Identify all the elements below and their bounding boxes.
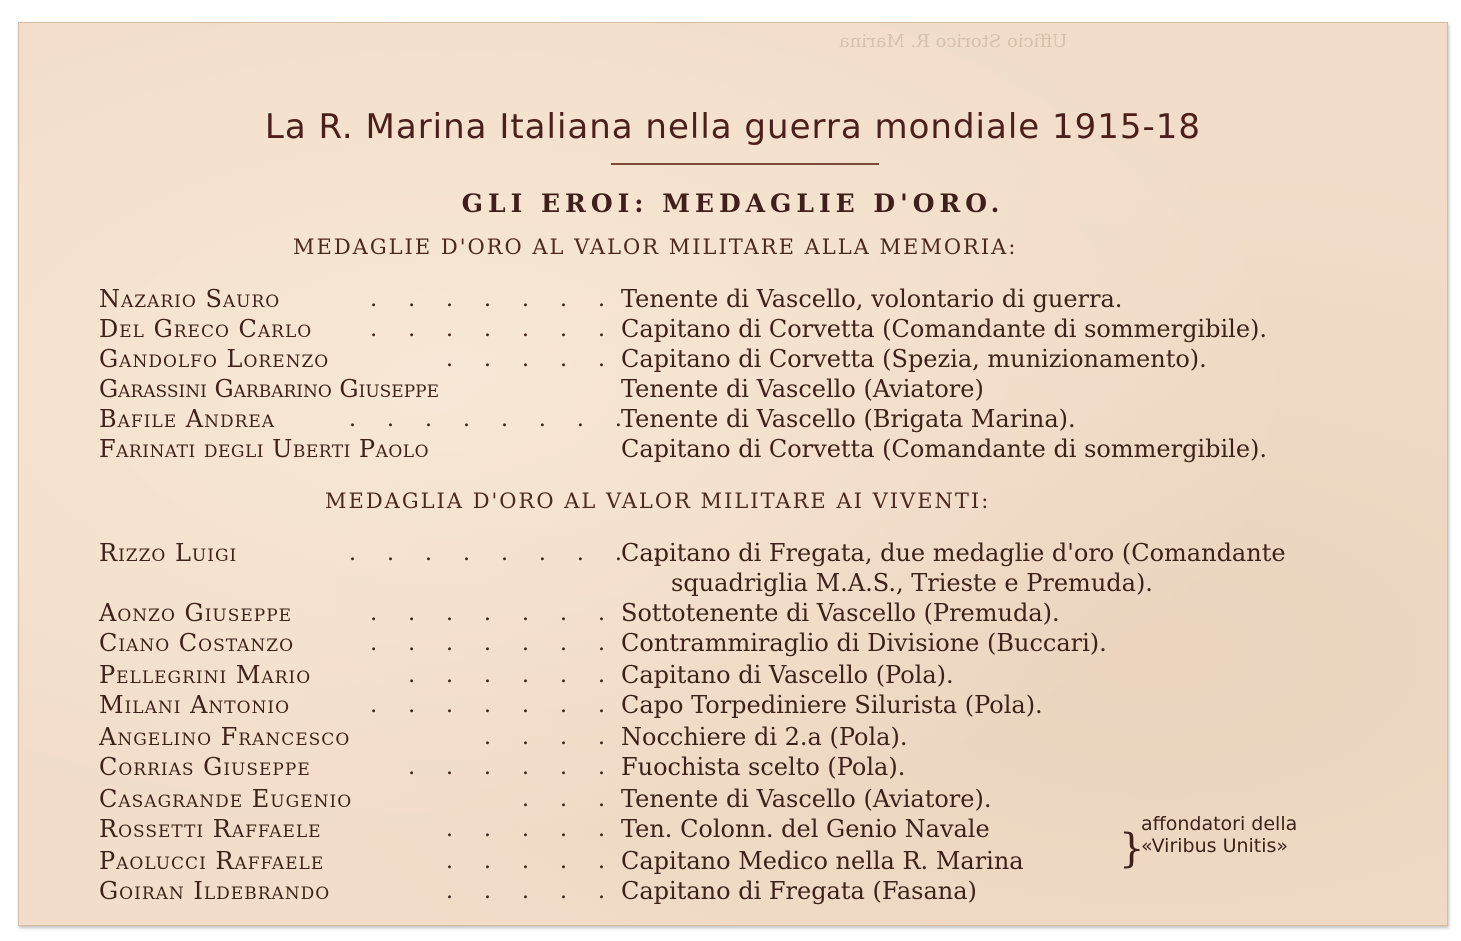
- hero-name: Ciano Costanzo: [99, 629, 295, 657]
- list-item: [99, 375, 1429, 405]
- list-item: [99, 285, 1429, 315]
- leader-dots: . . . . .: [446, 849, 617, 874]
- leader-dots: . . . . .: [446, 817, 617, 842]
- hero-rank: Tenente di Vascello (Brigata Marina).: [621, 405, 1076, 433]
- leader-dots: . . . . . . . .: [349, 407, 634, 432]
- list-item: [99, 345, 1429, 375]
- hero-rank: Tenente di Vascello, volontario di guerra.: [621, 285, 1123, 313]
- leader-dots: . . . . . . .: [370, 317, 617, 342]
- hero-name: Nazario Sauro: [99, 285, 281, 313]
- bleed-through-text: Ufficio Storico R. Marina: [839, 31, 1068, 52]
- hero-name: Rossetti Raffaele: [99, 815, 322, 843]
- hero-rank-continued: squadriglia M.A.S., Trieste e Premuda).: [671, 569, 1153, 597]
- list-item: [99, 691, 1429, 721]
- hero-rank: Capitano di Corvetta (Spezia, munizionamento).: [621, 345, 1207, 373]
- hero-name: Goiran Ildebrando: [99, 877, 331, 905]
- leader-dots: . . . . . .: [408, 663, 617, 688]
- hero-name: Casagrande Eugenio: [99, 785, 353, 813]
- list-item: [99, 435, 1429, 465]
- leader-dots: . . . . . . .: [370, 631, 617, 656]
- list-item: [99, 629, 1429, 659]
- hero-rank: Capitano di Fregata, due medaglie d'oro (Comandante: [621, 539, 1286, 567]
- brace-note-line1: affondatori della: [1141, 813, 1298, 835]
- hero-name: Farinati degli Uberti Paolo: [99, 435, 430, 463]
- hero-rank: Ten. Colonn. del Genio Navale: [621, 815, 990, 843]
- list-item: [99, 785, 1429, 815]
- leader-dots: . . . . . .: [408, 755, 617, 780]
- hero-rank: Capitano di Corvetta (Comandante di sommergibile).: [621, 435, 1268, 463]
- hero-rank: Tenente di Vascello (Aviatore): [621, 375, 984, 403]
- hero-name: Del Greco Carlo: [99, 315, 313, 343]
- leader-dots: . . . . . . .: [370, 693, 617, 718]
- section-heading: GLI EROI: MEDAGLIE D'ORO.: [461, 189, 1005, 218]
- memoria-subheading: MEDAGLIE D'ORO AL VALOR MILITARE ALLA MEMORIA:: [293, 235, 1018, 259]
- hero-name: Gandolfo Lorenzo: [99, 345, 330, 373]
- list-item: [99, 405, 1429, 435]
- list-item: [99, 723, 1429, 753]
- brace-note-line2: «Viribus Unitis»: [1141, 835, 1289, 857]
- hero-rank: Sottotenente di Vascello (Premuda).: [621, 599, 1060, 627]
- list-item: [99, 539, 1429, 599]
- hero-rank: Capitano Medico nella R. Marina: [621, 847, 1024, 875]
- hero-rank: Capo Torpediniere Silurista (Pola).: [621, 691, 1043, 719]
- viventi-subheading: MEDAGLIA D'ORO AL VALOR MILITARE AI VIVENTI:: [325, 489, 991, 513]
- hero-name: Aonzo Giuseppe: [99, 599, 293, 627]
- leader-dots: . . . . . . .: [370, 601, 617, 626]
- leader-dots: . . . . . . .: [370, 287, 617, 312]
- hero-name: Corrias Giuseppe: [99, 753, 311, 781]
- list-item: [99, 315, 1429, 345]
- hero-rank: Nocchiere di 2.a (Pola).: [621, 723, 908, 751]
- grouping-brace: }: [1119, 826, 1145, 872]
- list-item: [99, 599, 1429, 629]
- postcard: [18, 22, 1448, 926]
- leader-dots: . . . . .: [446, 347, 617, 372]
- leader-dots: . . .: [522, 787, 617, 812]
- title-divider: [611, 163, 879, 165]
- list-item: [99, 661, 1429, 691]
- hero-name: Rizzo Luigi: [99, 539, 238, 567]
- list-item: [99, 877, 1429, 907]
- hero-rank: Fuochista scelto (Pola).: [621, 753, 906, 781]
- hero-name: Garassini Garbarino Giuseppe: [99, 375, 439, 403]
- hero-name: Angelino Francesco: [99, 723, 351, 751]
- hero-name: Paolucci Raffaele: [99, 847, 325, 875]
- leader-dots: . . . . .: [446, 879, 617, 904]
- hero-rank: Capitano di Corvetta (Comandante di sommergibile).: [621, 315, 1268, 343]
- leader-dots: . . . .: [484, 725, 617, 750]
- list-item: [99, 753, 1429, 783]
- hero-rank: Contrammiraglio di Divisione (Buccari).: [621, 629, 1107, 657]
- hero-name: Bafile Andrea: [99, 405, 276, 433]
- hero-name: Milani Antonio: [99, 691, 291, 719]
- leader-dots: . . . . . . . . .: [349, 541, 672, 566]
- hero-name: Pellegrini Mario: [99, 661, 312, 689]
- hero-rank: Capitano di Vascello (Pola).: [621, 661, 954, 689]
- card-title: La R. Marina Italiana nella guerra mondiale 1915-18: [264, 107, 1202, 147]
- hero-rank: Capitano di Fregata (Fasana): [621, 877, 977, 905]
- hero-rank: Tenente di Vascello (Aviatore).: [621, 785, 992, 813]
